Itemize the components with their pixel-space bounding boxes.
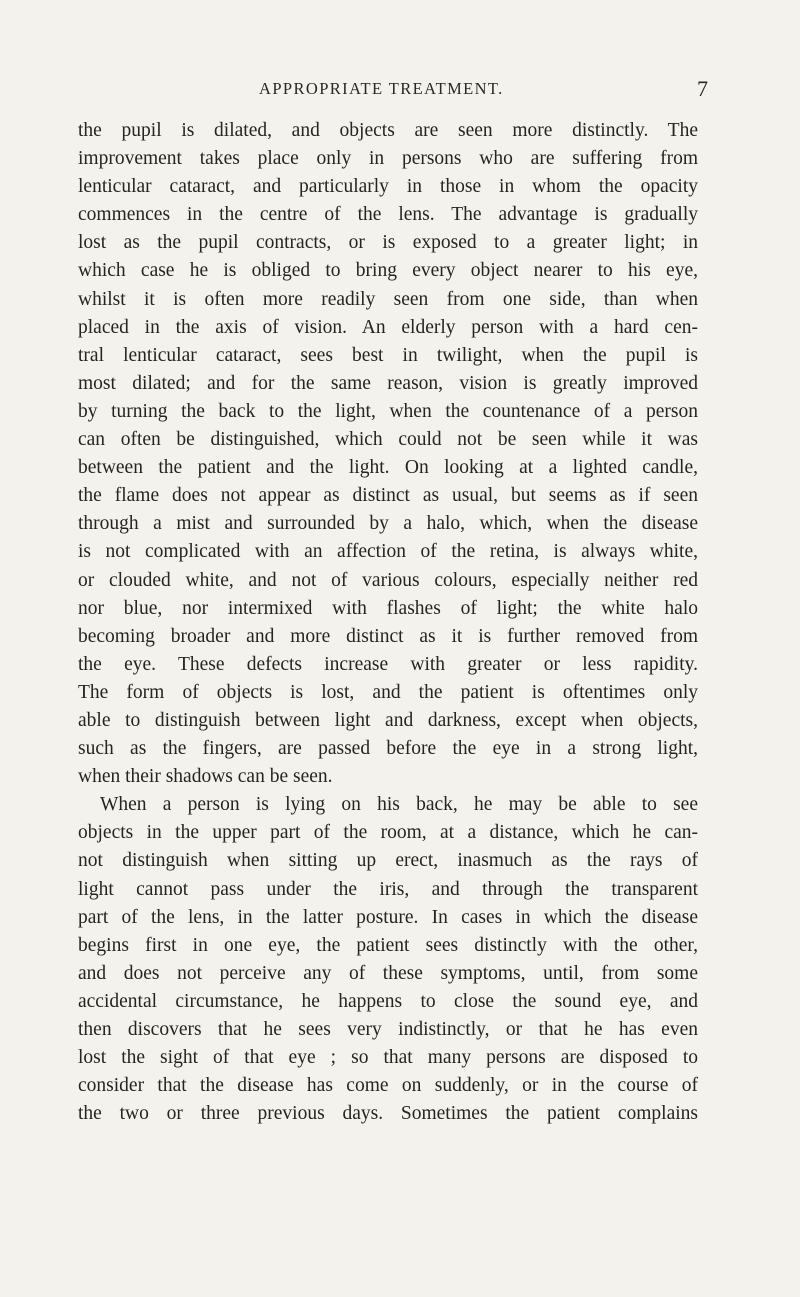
text-line: improvement takes place only in persons who are suffering from	[78, 148, 698, 170]
text-line: commences in the centre of the lens. The advantage is gradually	[78, 204, 698, 226]
text-line: able to distinguish between light and darkness, except when objects,	[78, 709, 698, 731]
text-line: nor blue, nor intermixed with flashes of light; the white halo	[78, 597, 698, 619]
text-line: the two or three previous days. Sometimes the patient complains	[78, 1103, 698, 1125]
text-line: placed in the axis of vision. An elderly person with a hard cen-	[78, 316, 698, 338]
text-line: becoming broader and more distinct as it is further removed from	[78, 625, 698, 647]
text-line: or clouded white, and not of various colours, especially neither red	[78, 569, 698, 591]
text-line: between the patient and the light. On looking at a lighted candle,	[78, 457, 698, 479]
text-line: the pupil is dilated, and objects are seen more distinctly. The	[78, 120, 698, 141]
text-line: such as the fingers, are passed before the eye in a strong light,	[78, 738, 698, 760]
text-line: The form of objects is lost, and the patient is oftentimes only	[78, 681, 698, 703]
text-line: the flame does not appear as distinct as usual, but seems as if seen	[78, 485, 698, 507]
running-title: APPROPRIATE TREATMENT.	[259, 79, 504, 98]
text-line: lost the sight of that eye ; so that many persons are disposed to	[78, 1047, 698, 1069]
text-line: begins first in one eye, the patient sees distinctly with the other,	[78, 934, 698, 956]
text-line: part of the lens, in the latter posture. In cases in which the disease	[78, 906, 698, 928]
text-line: through a mist and surrounded by a halo, which, when the disease	[78, 513, 698, 535]
text-line: not distinguish when sitting up erect, inasmuch as the rays of	[78, 850, 698, 872]
text-line: by turning the back to the light, when the countenance of a person	[78, 400, 698, 422]
text-line: the eye. These defects increase with greater or less rapidity.	[78, 653, 698, 675]
text-line: tral lenticular cataract, sees best in twilight, when the pupil is	[78, 344, 698, 366]
text-line: accidental circumstance, he happens to close the sound eye, and	[78, 990, 698, 1012]
text-line: can often be distinguished, which could not be seen while it was	[78, 429, 698, 451]
text-line: most dilated; and for the same reason, vision is greatly improved	[78, 372, 698, 394]
text-line: lenticular cataract, and particularly in those in whom the opacity	[78, 176, 698, 198]
text-line: which case he is obliged to bring every object nearer to his eye,	[78, 260, 698, 282]
text-line: and does not perceive any of these symptoms, until, from some	[78, 962, 698, 984]
text-line: whilst it is often more readily seen from one side, than when	[78, 288, 698, 310]
text-line: lost as the pupil contracts, or is exposed to a greater light; in	[78, 232, 698, 254]
page-number: 7	[697, 76, 708, 101]
text-line: then discovers that he sees very indistinctly, or that he has even	[78, 1019, 698, 1040]
text-line: consider that the disease has come on suddenly, or in the course of	[78, 1075, 698, 1097]
text-line: when their shadows can be seen.	[78, 766, 333, 788]
text-line: is not complicated with an affection of the retina, is always white,	[78, 541, 698, 563]
text-line: When a person is lying on his back, he may be able to see	[100, 794, 698, 816]
text-line: light cannot pass under the iris, and through the transparent	[78, 878, 698, 900]
text-line: objects in the upper part of the room, at a distance, which he can-	[78, 822, 698, 844]
body-text	[78, 117, 698, 1128]
running-header	[0, 76, 800, 101]
